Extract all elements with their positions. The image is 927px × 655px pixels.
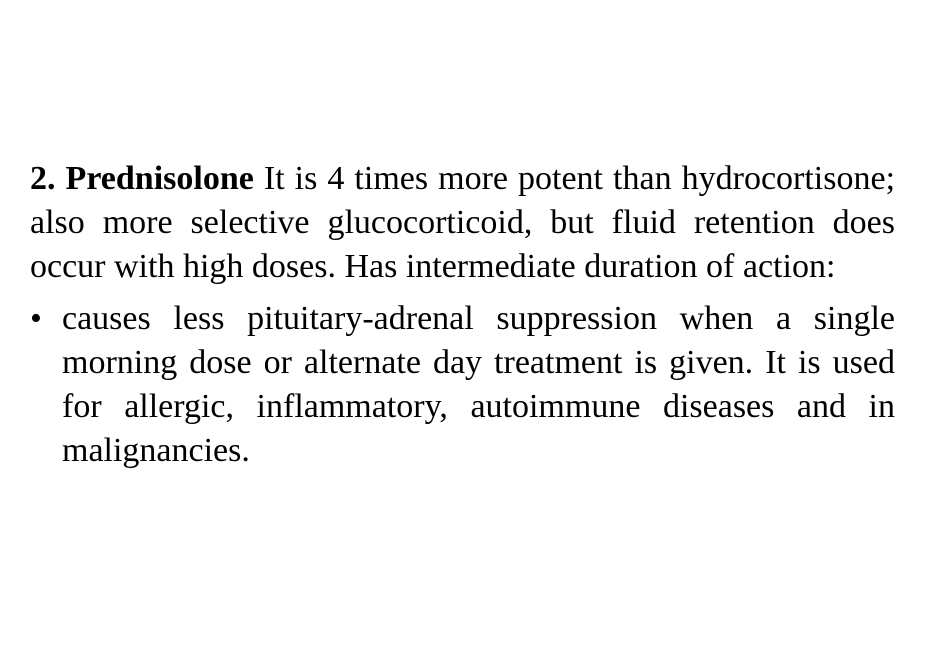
drug-paragraph [30, 157, 895, 289]
list-item [30, 297, 895, 473]
section-number: 2. [30, 160, 56, 197]
drug-description-text: It is 4 times more potent than hydrocortisone; also more selective glucocorticoid, but fluid retention does occur with high doses. Has intermediate duration of action: [30, 160, 896, 285]
bullet-icon: • [30, 300, 42, 337]
bullet-list [30, 297, 895, 473]
drug-description [30, 157, 895, 473]
drug-name: Prednisolone [65, 160, 254, 197]
bullet-text: causes less pituitary-adrenal suppression when a single morning dose or alternate day treatment is given. It is used for allergic, inflammatory, autoimmune diseases and in malignancies. [62, 300, 895, 469]
